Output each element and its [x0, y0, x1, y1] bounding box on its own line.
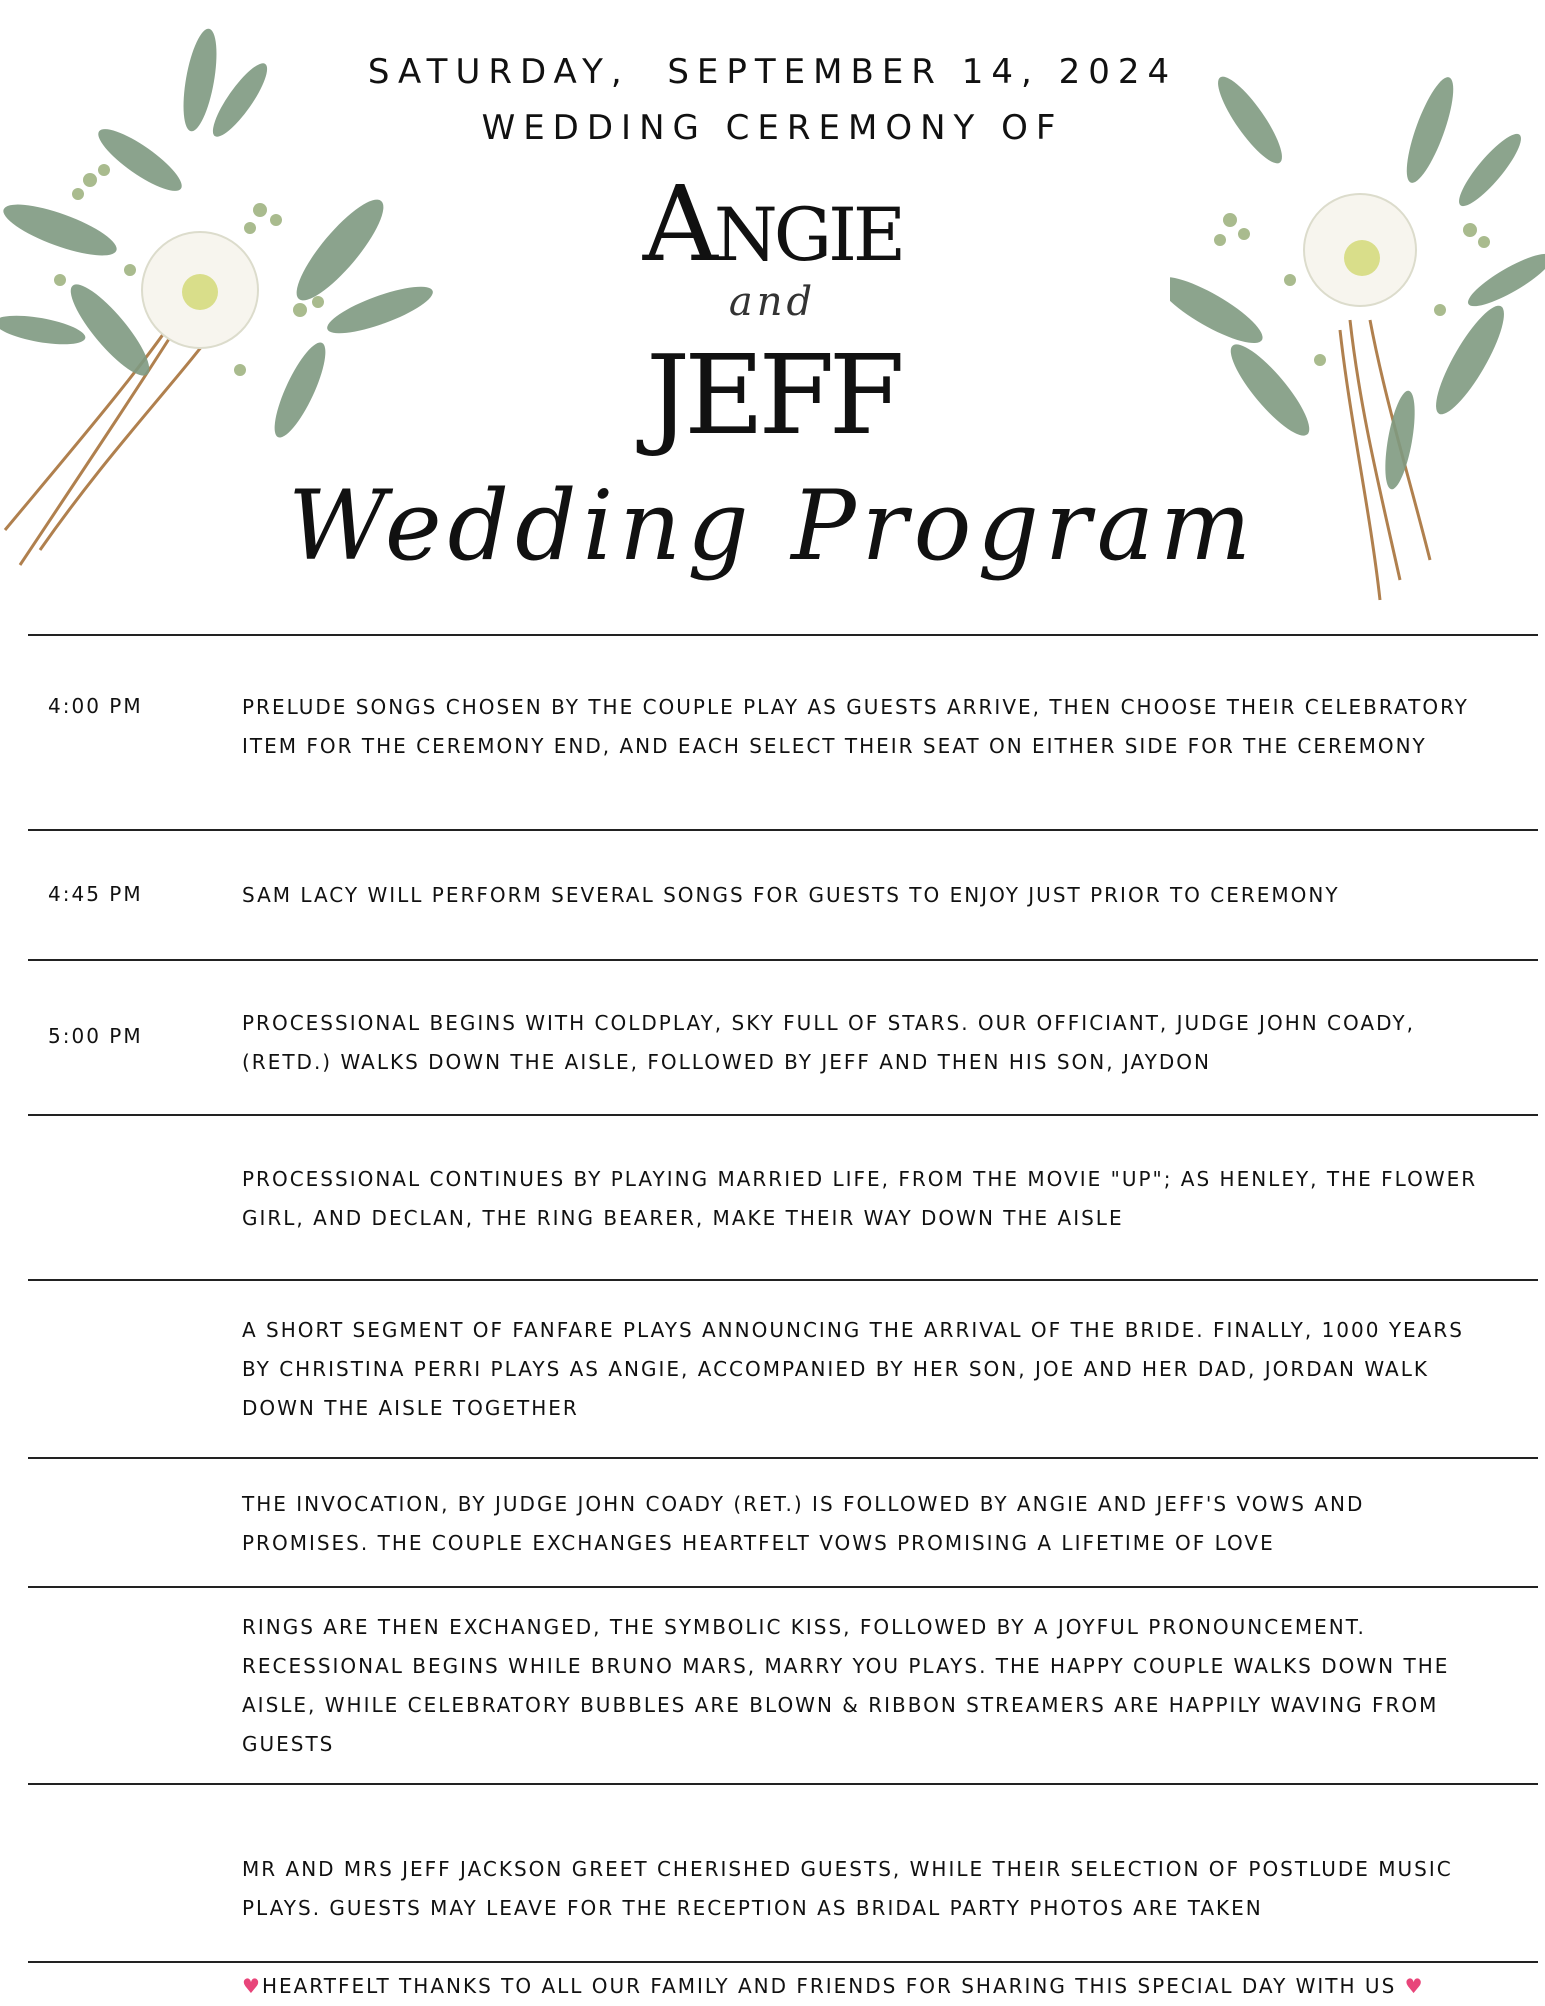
schedule-description: PROCESSIONAL BEGINS WITH COLDPLAY, SKY FULL OF STARS. OUR OFFICIANT, JUDGE JOHN COADY, (RETD.) WALKS DOWN THE AISLE, FOLLOWED BY JEFF AND THEN HIS SON, JAYDON	[242, 1011, 1415, 1074]
schedule-description: THE INVOCATION, BY JUDGE JOHN COADY (RET.) IS FOLLOWED BY ANGIE AND JEFF'S VOWS AND PROMISES. THE COUPLE EXCHANGES HEARTFELT VOWS PROMISING A LIFETIME OF LOVE	[242, 1492, 1365, 1555]
schedule-time: 5:00 PM	[48, 1024, 143, 1048]
ceremony-of-heading: WEDDING CEREMONY OF	[481, 108, 1064, 148]
program-header	[0, 0, 1545, 640]
schedule-row	[28, 961, 1538, 1114]
schedule-description: RINGS ARE THEN EXCHANGED, THE SYMBOLIC KISS, FOLLOWED BY A JOYFUL PRONOUNCEMENT. RECESSIONAL BEGINS WHILE BRUNO MARS, MARRY YOU PLAYS. THE HAPPY COUPLE WALKS DOWN THE AISLE, WHILE CELEBRATORY BUBBLES ARE BLOWN & RIBBON STREAMERS ARE HAPPILY WAVING FROM GUESTS	[242, 1615, 1450, 1756]
schedule-list	[28, 634, 1538, 1998]
bride-name: Angie	[642, 163, 903, 285]
schedule-row	[28, 1785, 1538, 1998]
schedule-row	[28, 1116, 1538, 1279]
program-title: Wedding Program	[288, 470, 1257, 582]
pink-heart-icon: ♥	[242, 1974, 262, 1998]
schedule-row	[28, 1281, 1538, 1457]
pink-heart-icon: ♥	[1404, 1974, 1425, 1998]
schedule-time: 4:00 PM	[48, 694, 143, 718]
schedule-description	[242, 1811, 1532, 2006]
schedule-row	[28, 636, 1538, 829]
schedule-description: PROCESSIONAL CONTINUES BY PLAYING MARRIED LIFE, FROM THE MOVIE "UP"; AS HENLEY, THE FLOWER GIRL, AND DECLAN, THE RING BEARER, MAKE THEIR WAY DOWN THE AISLE	[242, 1167, 1478, 1230]
schedule-row	[28, 831, 1538, 959]
wedding-date: SATURDAY, SEPTEMBER 14, 2024	[367, 52, 1178, 92]
schedule-description: A SHORT SEGMENT OF FANFARE PLAYS ANNOUNCING THE ARRIVAL OF THE BRIDE. FINALLY, 1000 YEARS BY CHRISTINA PERRI PLAYS AS ANGIE, ACCOMPANIED BY HER SON, JOE AND HER DAD, JORDAN WALK DOWN THE AISLE TOGETHER	[242, 1318, 1464, 1420]
schedule-description-text: MR AND MRS JEFF JACKSON GREET CHERISHED GUESTS, WHILE THEIR SELECTION OF POSTLUDE MUSIC PLAYS. GUESTS MAY LEAVE FOR THE RECEPTION AS BRIDAL PARTY PHOTOS ARE TAKEN	[242, 1857, 1453, 1920]
groom-name: JEFF	[645, 331, 900, 459]
and-connector: and	[728, 279, 817, 325]
schedule-description: SAM LACY WILL PERFORM SEVERAL SONGS FOR GUESTS TO ENJOY JUST PRIOR TO CEREMONY	[242, 883, 1340, 907]
schedule-time: 4:45 PM	[48, 882, 143, 906]
schedule-row	[28, 1588, 1538, 1783]
thanks-text: HEARTFELT THANKS TO ALL OUR FAMILY AND FRIENDS FOR SHARING THIS SPECIAL DAY WITH US	[261, 1974, 1405, 1998]
schedule-row	[28, 1459, 1538, 1586]
schedule-description: PRELUDE SONGS CHOSEN BY THE COUPLE PLAY AS GUESTS ARRIVE, THEN CHOOSE THEIR CELEBRATORY ITEM FOR THE CEREMONY END, AND EACH SELECT THEIR SEAT ON EITHER SIDE FOR THE CEREMONY	[242, 695, 1469, 758]
